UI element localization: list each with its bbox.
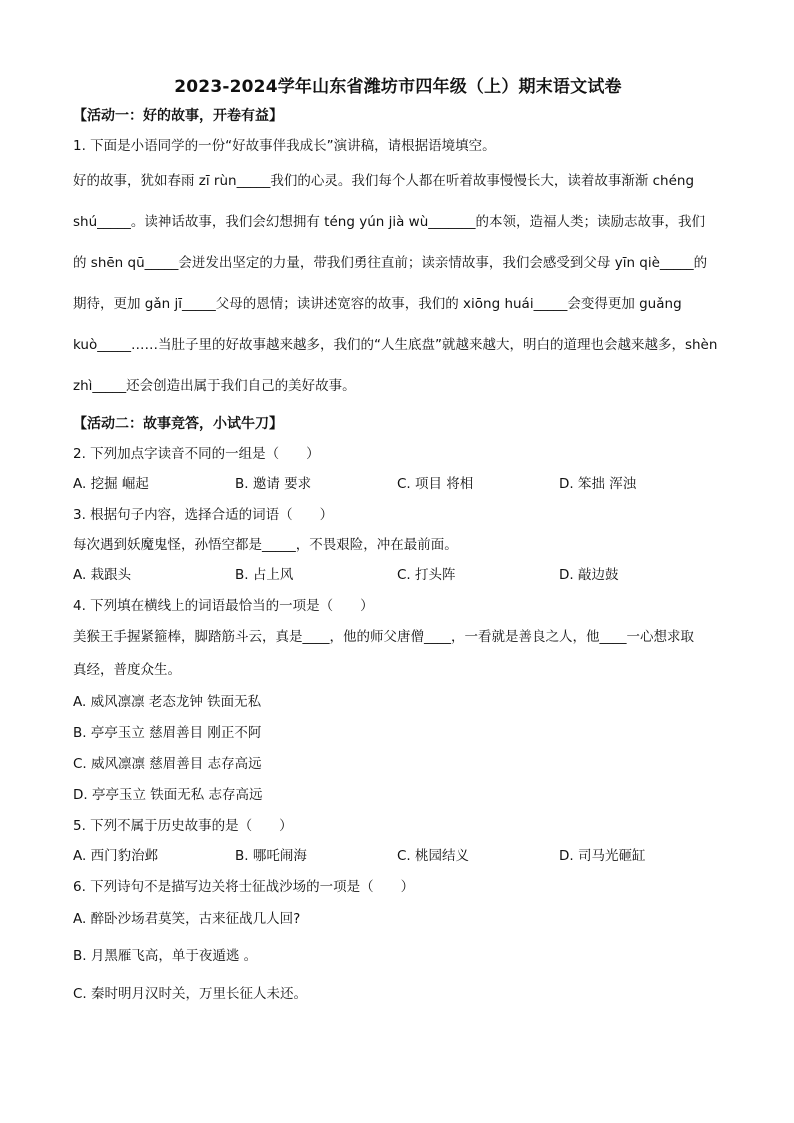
paragraph-line: 好的故事，犹如春雨 zī rùn_____我们的心灵。我们每个人都在听着故事慢慢长大，读着故事渐渐 chéng: [73, 173, 695, 189]
question-5-stem: 5. 下列不属于历史故事的是（ ）: [73, 818, 293, 834]
paragraph-line: zhì_____还会创造出属于我们自己的美好故事。: [73, 378, 356, 394]
question-3-stem: 3. 根据句子内容，选择合适的词语（ ）: [73, 507, 334, 523]
activity2-heading: 【活动二：故事竞答，小试牛刀】: [73, 416, 283, 432]
question-2-stem: 2. 下列加点字读音不同的一组是（ ）: [73, 446, 320, 462]
question-5-options: [73, 841, 723, 872]
question-4-sentence: [73, 621, 723, 687]
option-b: B. 亭亭玉立 慈眉善目 刚正不阿: [73, 725, 262, 741]
exam-page: [73, 62, 723, 1012]
option-d: D. 司马光砸缸: [559, 848, 646, 864]
sentence-line: 真经，普度众生。: [73, 662, 181, 678]
option-c: C. 桃园结义: [397, 848, 470, 864]
paragraph-line: shú_____。读神话故事，我们会幻想拥有 téng yún jià wù_______的本领，造福人类；读励志故事，我们: [73, 214, 706, 230]
question-3-options: [73, 560, 723, 591]
activity1-heading: 【活动一：好的故事，开卷有益】: [73, 108, 283, 124]
option-d: D. 笨拙 浑浊: [559, 476, 637, 492]
paragraph-line: kuò_____……当肚子里的好故事越来越多，我们的“人生底盘”就越来越大，明白的道理也会越来越多，shèn: [73, 337, 718, 353]
option-a: A. 威风凛凛 老态龙钟 铁面无私: [73, 694, 262, 710]
question-2-options: [73, 469, 723, 500]
question-6-stem: 6. 下列诗句不是描写边关将士征战沙场的一项是（ ）: [73, 879, 415, 895]
option-b: B. 占上风: [235, 567, 294, 583]
question-3-sentence: 每次遇到妖魔鬼怪，孙悟空都是_____，不畏艰险，冲在最前面。: [73, 537, 458, 553]
question-1-stem: 1. 下面是小语同学的一份“好故事伴我成长”演讲稿，请根据语境填空。: [73, 138, 496, 154]
option-b: B. 月黑雁飞高，单于夜遁逃 。: [73, 948, 258, 964]
paragraph-line: 期待，更加 gǎn jī_____父母的恩情；读讲述宽容的故事，我们的 xiōng huái_____会变得更加 guǎng: [73, 296, 682, 312]
option-c: C. 项目 将相: [397, 476, 474, 492]
option-c: C. 打头阵: [397, 567, 456, 583]
sentence-line: 美猴王手握紧箍棒，脚踏筋斗云，真是____，他的师父唐僧____，一看就是善良之人，他____一心想求取: [73, 629, 694, 645]
option-d: D. 敲边鼓: [559, 567, 619, 583]
option-b: B. 邀请 要求: [235, 476, 312, 492]
exam-title: 2023-2024学年山东省潍坊市四年级（上）期末语文试卷: [174, 77, 622, 97]
option-b: B. 哪吒闹海: [235, 848, 307, 864]
question-4-stem: 4. 下列填在横线上的词语最恰当的一项是（ ）: [73, 598, 374, 614]
option-d: D. 亭亭玉立 铁面无私 志存高远: [73, 787, 263, 803]
option-c: C. 威风凛凛 慈眉善目 志存高远: [73, 756, 262, 772]
option-a: A. 挖掘 崛起: [73, 476, 149, 492]
option-c: C. 秦时明月汉时关，万里长征人未还。: [73, 986, 308, 1002]
option-a: A. 栽跟头: [73, 567, 132, 583]
option-a: A. 西门豹治邺: [73, 848, 159, 864]
paragraph-line: 的 shēn qū_____会迸发出坚定的力量，带我们勇往直前；读亲情故事，我们会感受到父母 yīn qiè_____的: [73, 255, 708, 271]
speech-paragraph: [73, 161, 723, 407]
option-a: A. 醉卧沙场君莫笑，古来征战几人回?: [73, 911, 301, 927]
